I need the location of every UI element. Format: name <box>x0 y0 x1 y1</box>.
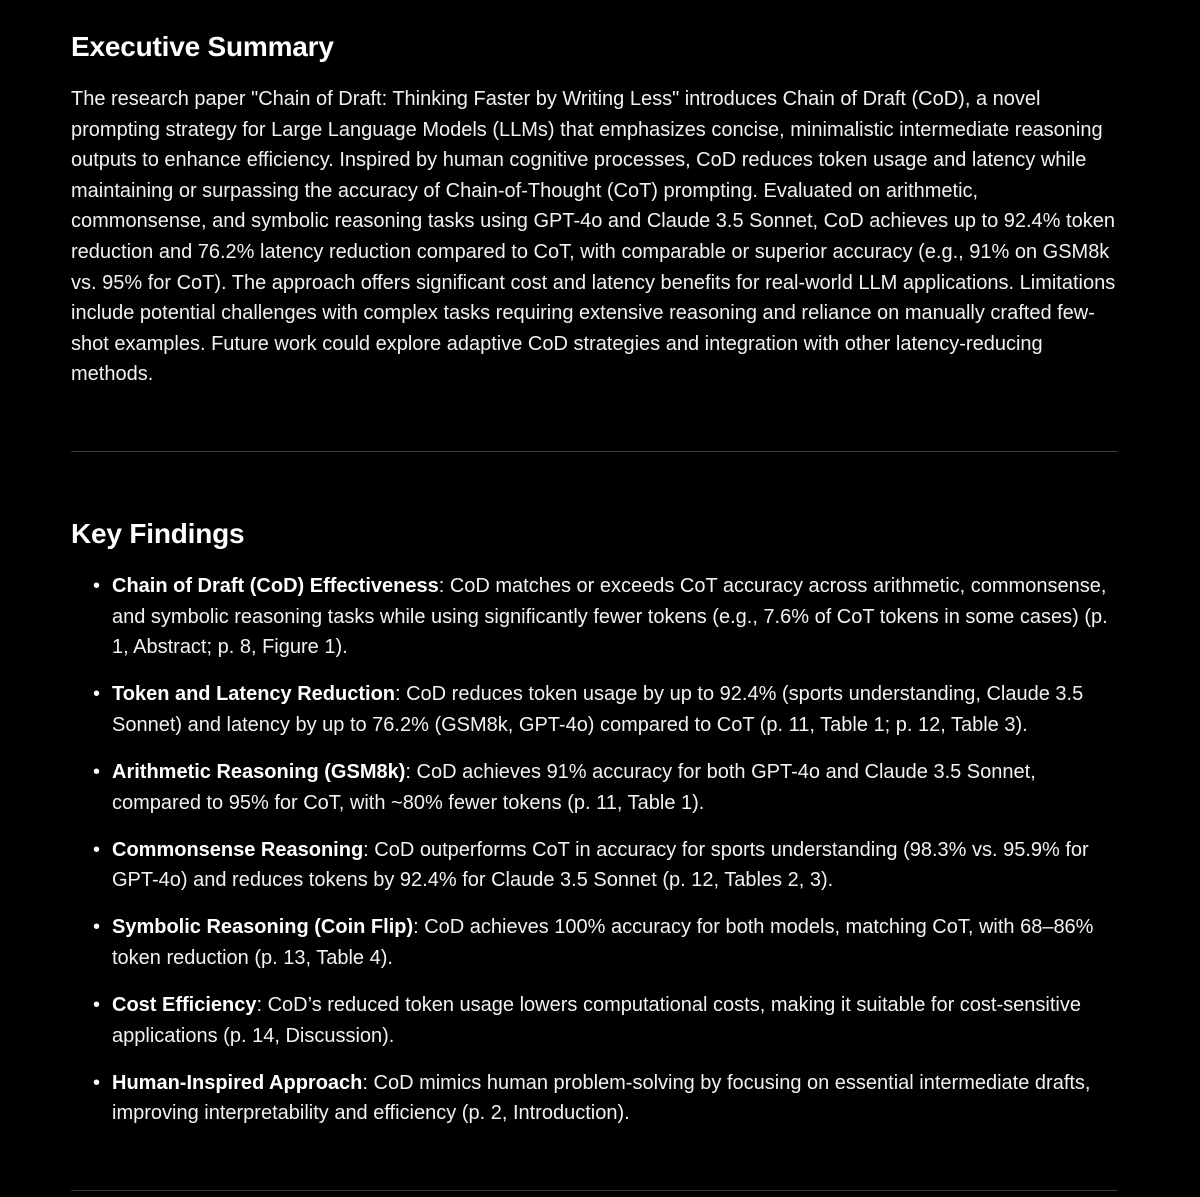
bullet-icon: • <box>93 916 101 939</box>
finding-title: Chain of Draft (CoD) Effectiveness <box>112 575 439 597</box>
bullet-icon: • <box>93 760 101 783</box>
finding-title: Symbolic Reasoning (Coin Flip) <box>112 916 414 939</box>
finding-text: : CoD reduces token usage by up to 92.4% (sports understanding, Claude 3.5 Sonnet) and latency by up to 76.2% (GSM8k, GPT-4o) compared to CoT (p. 11, Table 1; p. 12, Table 3). <box>112 683 1084 736</box>
finding-text: : CoD achieves 100% accuracy for both models, matching CoT, with 68–86% token reduction (p. 13, Table 4). <box>112 916 1094 969</box>
finding-title: Commonsense Reasoning <box>112 838 364 861</box>
finding-item <box>71 571 1118 663</box>
finding-title: Arithmetic Reasoning (GSM8k) <box>112 760 406 783</box>
finding-item <box>71 757 1118 818</box>
finding-text: : CoD matches or exceeds CoT accuracy across arithmetic, commonsense, and symbolic reasoning tasks while using significantly fewer tokens (e.g., 7.6% of CoT tokens in some cases) (p. 1, Abstract; p. 8, Figure 1). <box>112 575 1108 659</box>
finding-item <box>71 1068 1118 1129</box>
bullet-icon: • <box>93 994 101 1017</box>
finding-item <box>71 990 1118 1051</box>
key-findings-list <box>71 571 1118 1145</box>
section-divider <box>71 451 1118 452</box>
finding-title: Human-Inspired Approach <box>112 1071 363 1094</box>
bullet-icon: • <box>93 1071 101 1094</box>
bullet-icon: • <box>93 575 101 597</box>
finding-item <box>71 835 1118 896</box>
finding-item <box>71 912 1118 973</box>
finding-text: : CoD outperforms CoT in accuracy for sports understanding (98.3% vs. 95.9% for GPT-4o) and reduces tokens by 92.4% for Claude 3.5 Sonnet (p. 12, Tables 2, 3). <box>112 838 1089 892</box>
finding-title: Token and Latency Reduction <box>112 683 395 706</box>
finding-text: : CoD’s reduced token usage lowers computational costs, making it suitable for cost-sensitive applications (p. 14, Discussion). <box>112 994 1081 1047</box>
finding-text: : CoD mimics human problem-solving by focusing on essential intermediate drafts, improving interpretability and efficiency (p. 2, Introduction). <box>112 1071 1091 1125</box>
bullet-icon: • <box>93 838 101 861</box>
finding-title: Cost Efficiency <box>112 994 257 1017</box>
bullet-icon: • <box>93 683 101 706</box>
key-findings-heading: Key Findings <box>71 518 245 549</box>
executive-summary-heading: Executive Summary <box>71 31 334 62</box>
finding-text: : CoD achieves 91% accuracy for both GPT-4o and Claude 3.5 Sonnet, compared to 95% for CoT, with ~80% fewer tokens (p. 11, Table 1). <box>112 760 1036 814</box>
executive-summary-body: The research paper "Chain of Draft: Thinking Faster by Writing Less" introduces Chain of Draft (CoD), a novel prompting strategy for Large Language Models (LLMs) that emphasizes concise, minimalistic intermediate reasoning outputs to enhance efficiency. Inspired by human cognitive processes, CoD reduces token usage and latency while maintaining or surpassing the accuracy of Chain-of-Thought (CoT) prompting. Evaluated on arithmetic, commonsense, and symbolic reasoning tasks using GPT-4o and Claude 3.5 Sonnet, CoD achieves up to 92.4% token reduction and 76.2% latency reduction compared to CoT, with comparable or superior accuracy (e.g., 91% on GSM8k vs. 95% for CoT). The approach offers significant cost and latency benefits for real-world LLM applications. Limitations include potential challenges with complex tasks requiring extensive reasoning and reliance on manually crafted few-shot examples. Future work could explore adaptive CoD strategies and integration with other latency-reducing methods. <box>71 88 1116 386</box>
section-divider <box>71 1190 1118 1191</box>
finding-item <box>71 679 1118 740</box>
